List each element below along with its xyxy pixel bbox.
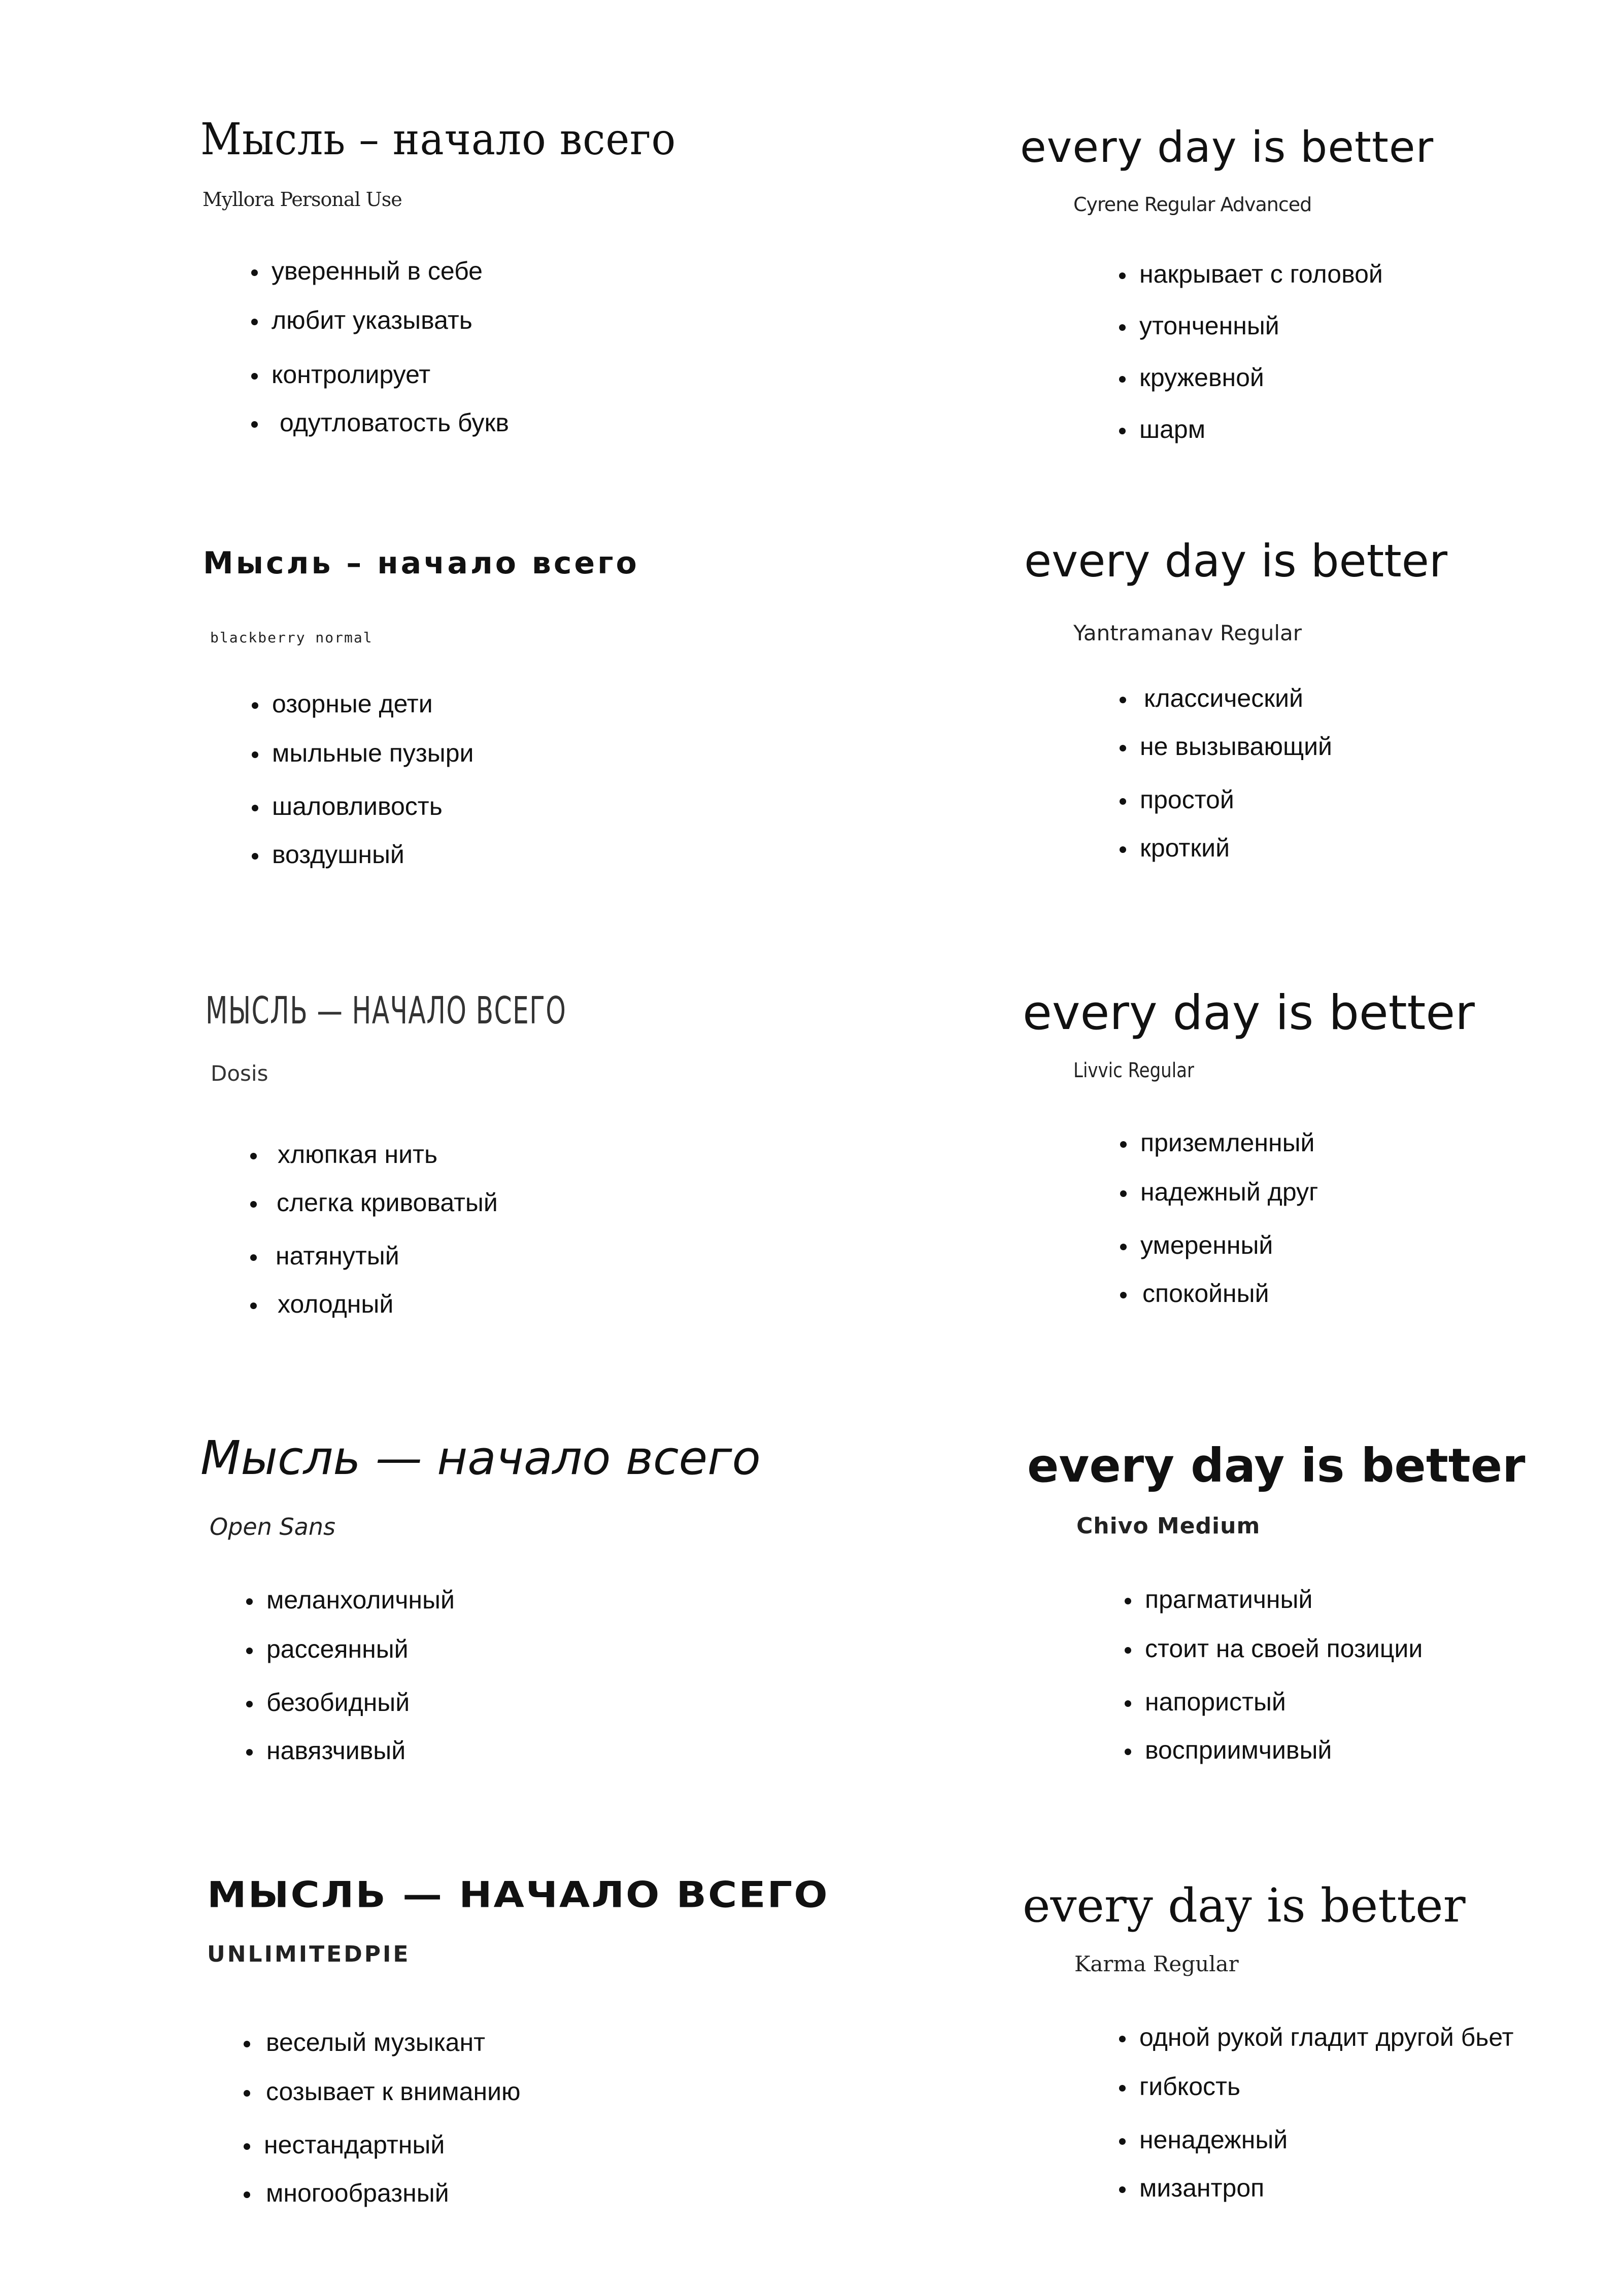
trait-item: не вызывающий — [1120, 734, 1332, 759]
trait-item: одутловатость букв — [251, 410, 509, 435]
trait-item: умеренный — [1120, 1232, 1318, 1258]
trait-item: мизантроп — [1119, 2175, 1513, 2201]
specimen-font-name: UNLIMITEDPIE — [207, 1941, 411, 1967]
bullet-icon — [246, 1749, 253, 1756]
bullet-icon — [1125, 1598, 1131, 1604]
trait-item: любит указывать — [251, 307, 509, 333]
trait-list — [1120, 1130, 1318, 1306]
trait-list — [244, 2030, 521, 2206]
trait-item: озорные дети — [252, 691, 473, 716]
bullet-icon — [1125, 1700, 1131, 1707]
bullet-icon — [250, 1303, 257, 1309]
trait-item: прагматичный — [1125, 1587, 1423, 1612]
trait-item: утонченный — [1119, 313, 1383, 338]
specimen-sample-text: Мысль – начало всего — [200, 114, 676, 165]
bullet-icon — [252, 751, 258, 758]
trait-item: воздушный — [252, 842, 473, 867]
trait-item: гибкость — [1119, 2074, 1513, 2099]
specimen-font-name: blackberry normal — [210, 629, 373, 646]
specimen-font-name: Myllora Personal Use — [202, 188, 402, 211]
trait-list — [252, 691, 473, 867]
bullet-icon — [250, 1254, 257, 1261]
specimen-sample-text: every day is better — [1020, 122, 1434, 172]
bullet-icon — [1119, 324, 1126, 331]
bullet-icon — [244, 2191, 250, 2198]
trait-list — [250, 1142, 498, 1317]
trait-item: шарм — [1119, 417, 1383, 442]
specimen-sample-text: Мысль – начало всего — [203, 545, 639, 581]
trait-item: веселый музыкант — [244, 2030, 521, 2055]
specimen-sample-text: every day is better — [1027, 1438, 1526, 1493]
specimen-font-name: Karma Regular — [1074, 1951, 1239, 1976]
trait-item: шаловливость — [252, 794, 473, 819]
trait-list — [1119, 261, 1383, 442]
trait-item: навязчивый — [246, 1738, 455, 1763]
trait-item: восприимчивый — [1125, 1737, 1423, 1763]
bullet-icon — [1119, 272, 1126, 279]
bullet-icon — [244, 2090, 250, 2097]
bullet-icon — [250, 1201, 257, 1208]
bullet-icon — [251, 269, 258, 276]
trait-item: одной рукой гладит другой бьет — [1119, 2025, 1513, 2050]
trait-list — [246, 1587, 455, 1763]
bullet-icon — [1125, 1749, 1131, 1755]
trait-item: слегка кривоватый — [250, 1190, 498, 1215]
trait-item: созывает к вниманию — [244, 2079, 521, 2104]
bullet-icon — [251, 319, 258, 325]
bullet-icon — [251, 373, 258, 380]
specimen-sample-text: every day is better — [1023, 1878, 1466, 1933]
bullet-icon — [252, 805, 258, 811]
trait-item: кроткий — [1120, 835, 1332, 861]
trait-item: натянутый — [250, 1243, 498, 1269]
bullet-icon — [1119, 2085, 1126, 2092]
bullet-icon — [1120, 1190, 1127, 1197]
trait-item: уверенный в себе — [251, 258, 509, 284]
specimen-sample-text: Мысль — начало всего — [200, 1431, 761, 1485]
specimen-font-name: Open Sans — [210, 1513, 335, 1540]
specimen-sample-text: every day is better — [1023, 985, 1475, 1041]
trait-list — [251, 258, 509, 435]
trait-item: безобидный — [246, 1690, 455, 1715]
bullet-icon — [244, 2143, 250, 2150]
bullet-icon — [1120, 846, 1126, 853]
trait-item: кружевной — [1119, 365, 1383, 390]
bullet-icon — [1120, 1141, 1127, 1148]
trait-item: контролирует — [251, 362, 509, 387]
trait-item: холодный — [250, 1291, 498, 1317]
bullet-icon — [1119, 376, 1126, 383]
trait-item: надежный друг — [1120, 1179, 1318, 1205]
trait-item: ненадежный — [1119, 2127, 1513, 2152]
bullet-icon — [246, 1701, 253, 1707]
specimen-font-name: Cyrene Regular Advanced — [1073, 193, 1312, 216]
bullet-icon — [1120, 798, 1126, 805]
bullet-icon — [1119, 2138, 1126, 2145]
trait-item: приземленный — [1120, 1130, 1318, 1155]
trait-item: нестандартный — [244, 2132, 521, 2157]
bullet-icon — [1119, 428, 1126, 434]
trait-item: меланхоличный — [246, 1587, 455, 1613]
bullet-icon — [250, 1153, 257, 1159]
trait-list — [1119, 2025, 1513, 2201]
bullet-icon — [1120, 697, 1126, 703]
specimen-sample-text: МЫСЛЬ — НАЧАЛО ВСЕГО — [207, 1874, 829, 1916]
trait-item: накрывает с головой — [1119, 261, 1383, 287]
trait-item: хлюпкая нить — [250, 1142, 498, 1167]
trait-list — [1120, 686, 1332, 861]
specimen-font-name: Dosis — [211, 1061, 268, 1086]
bullet-icon — [1125, 1647, 1131, 1654]
bullet-icon — [252, 702, 258, 709]
specimen-font-name: Chivo Medium — [1076, 1513, 1261, 1539]
bullet-icon — [252, 853, 258, 860]
trait-item: спокойный — [1120, 1281, 1318, 1306]
trait-item: простой — [1120, 787, 1332, 812]
trait-item: классический — [1120, 686, 1332, 711]
trait-item: напористый — [1125, 1689, 1423, 1715]
specimen-sample-text: every day is better — [1024, 535, 1448, 587]
trait-list — [1125, 1587, 1423, 1763]
trait-item: мыльные пузыри — [252, 740, 473, 766]
bullet-icon — [1119, 2186, 1126, 2193]
trait-item: многообразный — [244, 2180, 521, 2206]
bullet-icon — [246, 1598, 253, 1605]
specimen-font-name: Yantramanav Regular — [1073, 621, 1302, 645]
bullet-icon — [246, 1648, 253, 1654]
bullet-icon — [244, 2041, 250, 2047]
bullet-icon — [1120, 745, 1126, 751]
specimen-sample-text: МЫСЛЬ — НАЧАЛО ВСЕГО — [206, 989, 567, 1033]
bullet-icon — [1120, 1292, 1127, 1298]
bullet-icon — [1119, 2036, 1126, 2042]
trait-item: рассеянный — [246, 1636, 455, 1662]
specimen-font-name: Livvic Regular — [1073, 1059, 1194, 1082]
trait-item: стоит на своей позиции — [1125, 1636, 1423, 1661]
bullet-icon — [1120, 1244, 1127, 1250]
bullet-icon — [251, 421, 258, 428]
